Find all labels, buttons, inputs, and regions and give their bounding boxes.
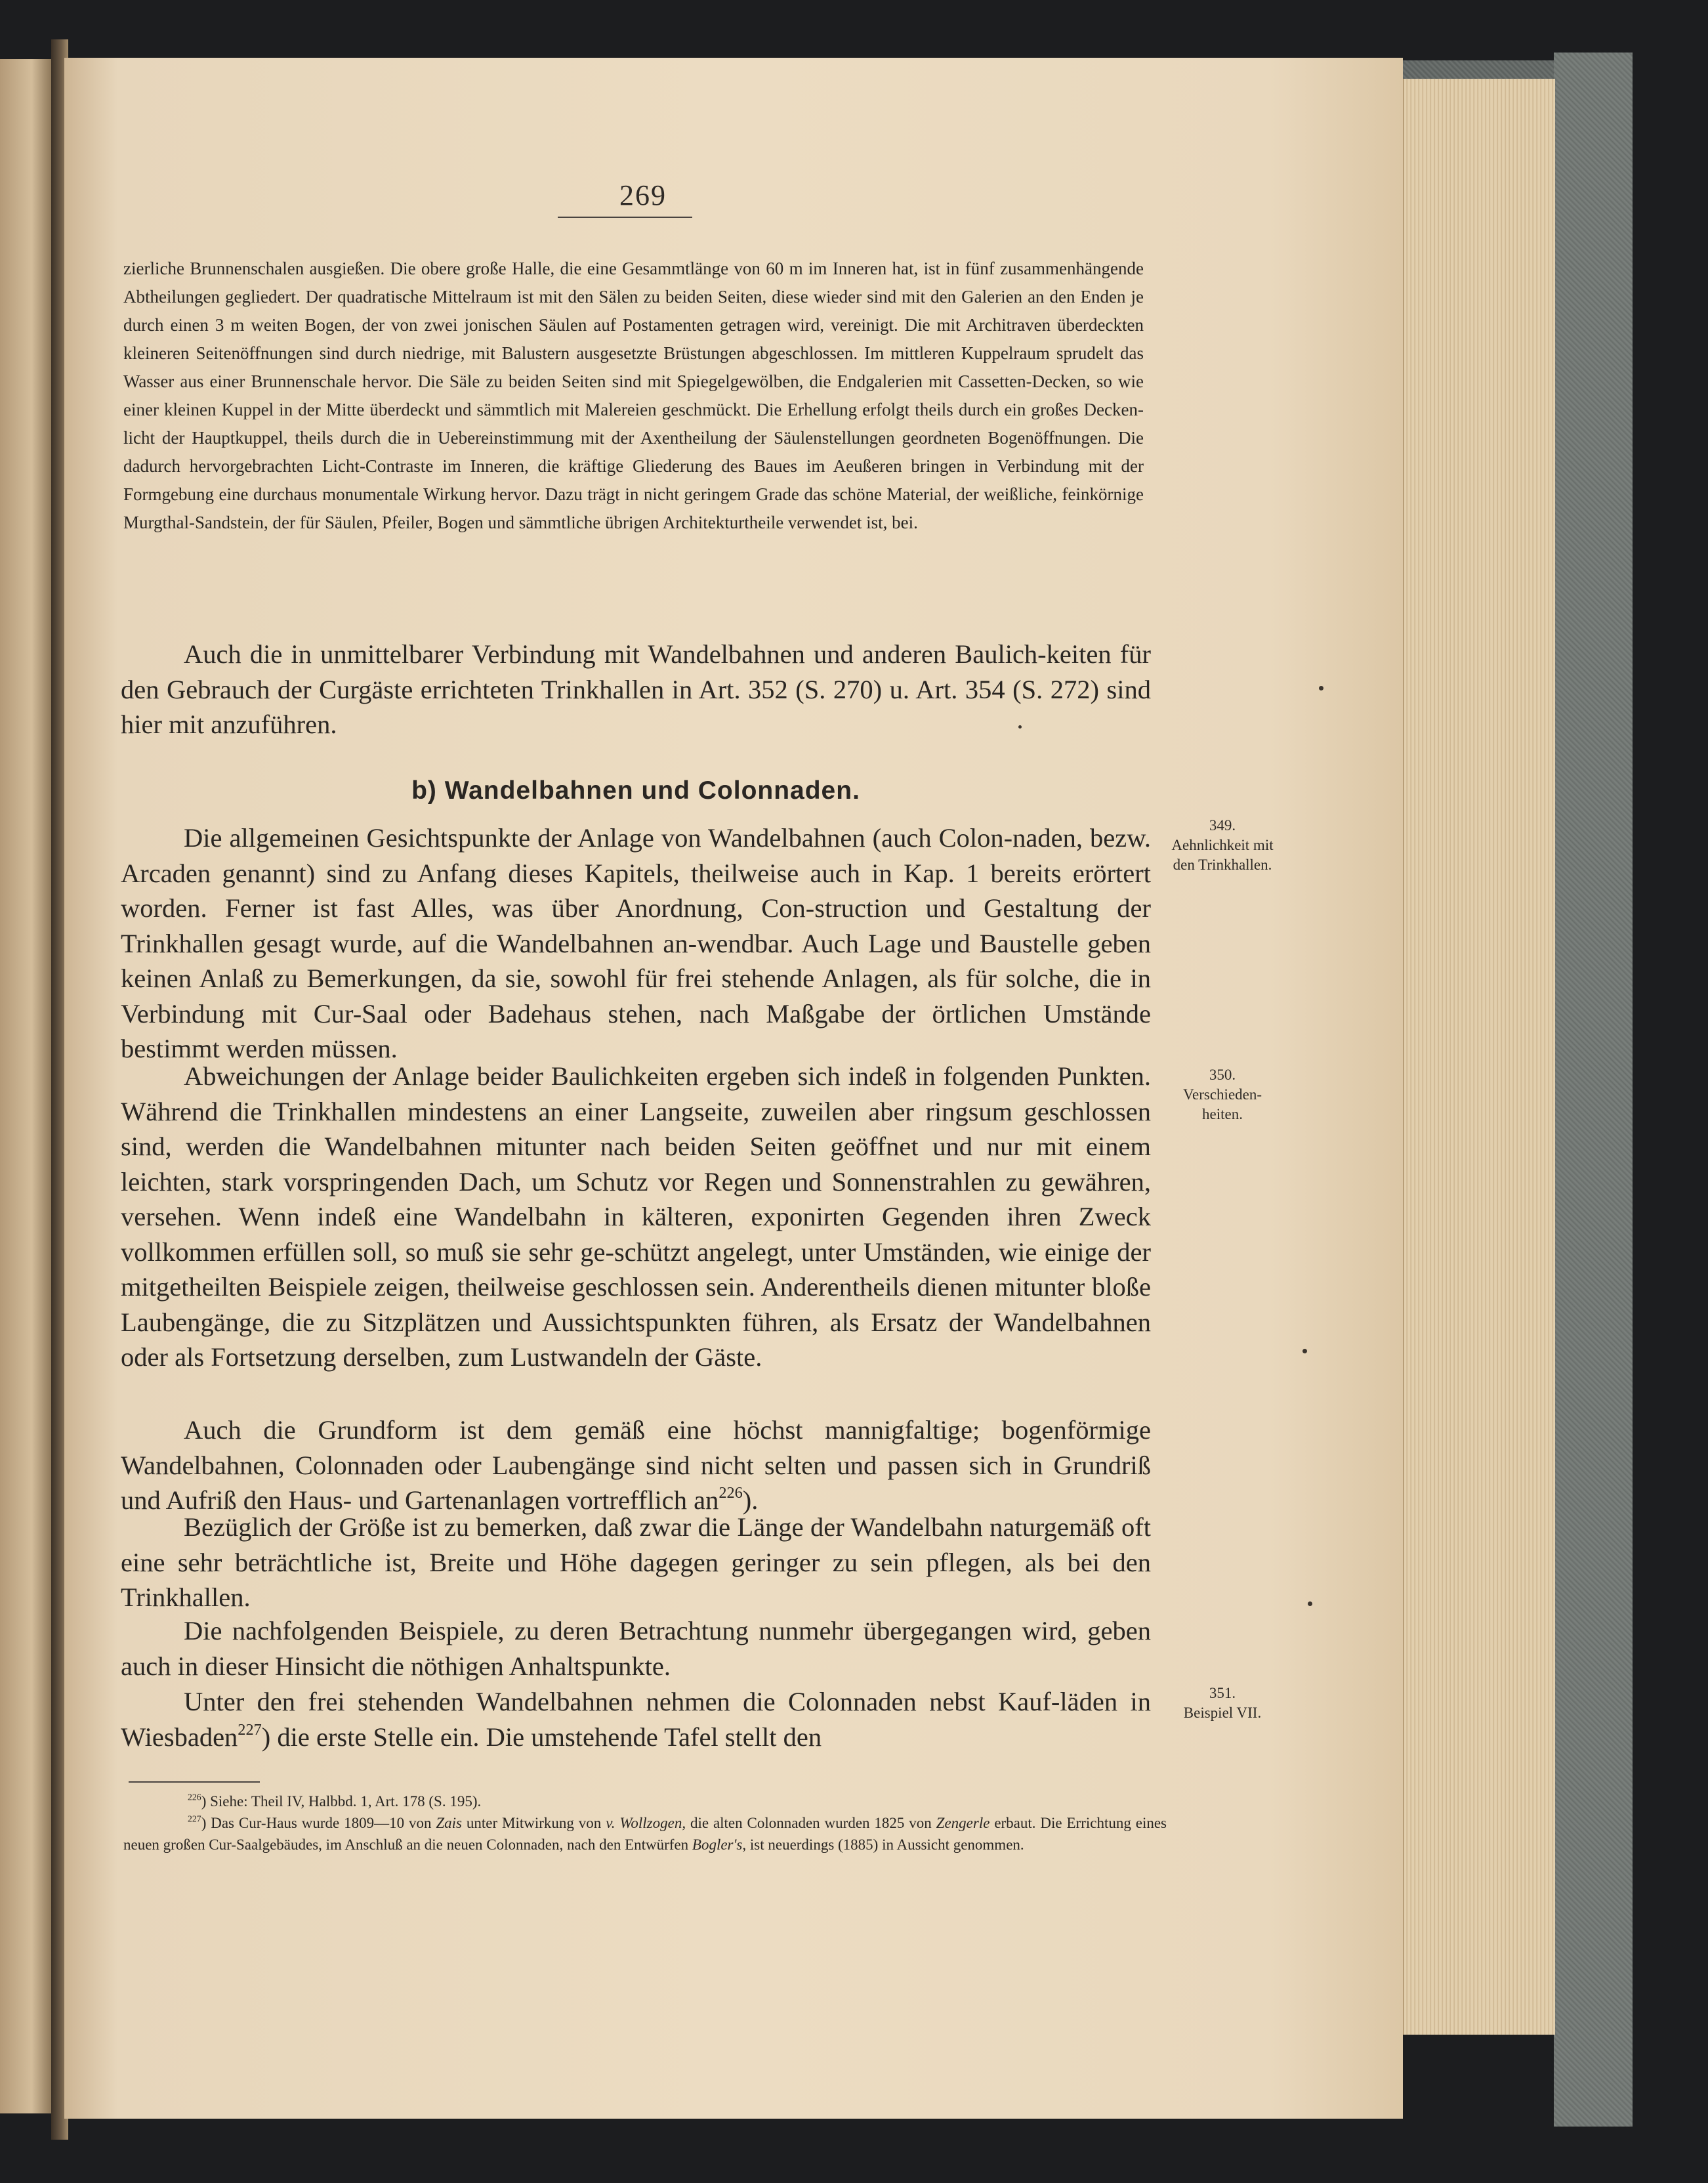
margin-note-text: Beispiel VII. [1183, 1705, 1262, 1721]
margin-note-number: 350. [1209, 1067, 1236, 1083]
footnote-text-d: erbaut. Die Errichtung eines neuen großen Cur-Saalgebäudes, im Anschluß an die neuen Colonnaden, nach den Entwürfen [123, 1815, 1167, 1853]
margin-note-text: Aehnlichkeit mit den Trinkhallen. [1171, 837, 1274, 873]
footnote-number: 227 [188, 1813, 201, 1824]
author-zengerle: Zengerle [936, 1815, 990, 1831]
paragraph-6-text: Unter den frei stehenden Wandelbahnen nehmen die Colonnaden nebst Kauf-läden in Wiesbaden [121, 1687, 1151, 1752]
paragraph-3-end: ). [742, 1485, 759, 1515]
paragraph-5: Die nachfolgenden Beispiele, zu deren Betrachtung nunmehr übergegangen wird, geben auch in dieser Hinsicht die nöthigen Anhaltspunkte. [121, 1616, 1151, 1681]
author-wollzogen: v. Wollzogen, [606, 1815, 686, 1831]
paragraph-6-end: ) die erste Stelle ein. Die umstehende Tafel stellt den [261, 1722, 822, 1752]
paper-speck [1018, 725, 1022, 729]
page-stack-edge [1403, 79, 1555, 2035]
background-top [0, 0, 1708, 63]
author-bogler: Bogler's [692, 1836, 743, 1853]
footnote-rule [129, 1781, 260, 1783]
paragraph-3 [121, 1412, 1151, 1518]
margin-note-351 [1167, 1684, 1278, 1723]
book-cover-right [1554, 53, 1633, 2127]
paragraph-3-text: Auch die Grundform ist dem gemäß eine höchst mannigfaltige; bogenförmige Wandelbahnen, Colonnaden oder Laubengänge sind nicht selten und passen sich in Grundriß und Aufriß den Haus- und Gartenanlagen vortrefflich an [121, 1415, 1151, 1515]
page-number: 269 [619, 179, 667, 211]
footnote-text-a: ) Das Cur-Haus wurde 1809—10 von [201, 1815, 436, 1831]
footnote-text-c: die alten Colonnaden wurden 1825 von [686, 1815, 936, 1831]
footnotes [123, 1791, 1167, 1855]
margin-note-number: 349. [1209, 817, 1236, 834]
margin-note-350 [1167, 1065, 1278, 1124]
section-heading: b) Wandelbahnen und Colonnaden. [411, 776, 860, 805]
author-zais: Zais [436, 1815, 463, 1831]
footnote-ref-227: 227 [238, 1720, 262, 1739]
footnote-text: ) Siehe: Theil IV, Halbbd. 1, Art. 178 (S. 195). [201, 1793, 482, 1810]
footnote-text-e: , ist neuerdings (1885) in Aussicht genommen. [742, 1836, 1024, 1853]
previous-page-edge [0, 59, 52, 2113]
margin-note-text: Verschieden-heiten. [1182, 1086, 1262, 1122]
paper-speck [1308, 1601, 1312, 1606]
footnote-226 [123, 1791, 1167, 1812]
margin-note-349 [1167, 816, 1278, 875]
footnote-ref-226: 226 [719, 1484, 743, 1502]
small-print-paragraph: zierliche Brunnenschalen ausgießen. Die obere große Halle, die eine Gesammtlänge von 60 m im Inneren hat, ist in fünf zusammenhängende Abtheilungen gegliedert. Der quadratische Mittelraum ist mit den Sälen zu beiden Seiten, diese wieder sind mit den Galerien an den Enden je durch einen 3 m weiten Bogen, der von zwei jonischen Säulen auf Postamenten getragen wird, vereinigt. Die mit Architraven überdeckten kleineren Seitenöffnungen sind durch niedrige, mit Balustern ausgesetzte Brüstungen abgeschlossen. Im mittleren Kuppelraum sprudelt das Wasser aus einer Brunnenschale hervor. Die Säle zu beiden Seiten sind mit Spiegelgewölben, die Endgalerien mit Cassetten-Decken, so wie einer kleinen Kuppel in der Mitte überdeckt und sämmtlich mit Malereien geschmückt. Die Erhellung erfolgt theils durch ein großes Decken-licht der Hauptkuppel, theils durch die in Uebereinstimmung mit der Axentheilung der Säulenstellungen geordneten Bogenöffnungen. Die dadurch hervorgebrachten Licht-Contraste im Inneren, die kräftige Gliederung des Baues im Aeußeren bringen in Verbindung mit der Formgebung eine durchaus monumentale Wirkung hervor. Dazu trägt in nicht geringem Grade das schöne Material, der weißliche, feinkörnige Murgthal-Sandstein, der für Säulen, Pfeiler, Bogen und sämmtliche übrigen Architekturtheile verwendet ist, bei. [123, 259, 1144, 532]
footnote-number: 226 [188, 1792, 201, 1802]
paper-speck [1319, 686, 1323, 690]
paragraph-2: Abweichungen der Anlage beider Baulichkeiten ergeben sich indeß in folgenden Punkten. Während die Trinkhallen mindestens an einer Langseite, zuweilen aber ringsum geschlossen sind, werden die Wandelbahnen mitunter nach beiden Seiten geöffnet und nur mit einem leichten, stark vorspringenden Dach, um Schutz vor Regen und Sonnenstrahlen zu gewähren, versehen. Wenn indeß eine Wandelbahn in kälteren, exponirten Gegenden ihren Zweck vollkommen erfüllen soll, so muß sie sehr ge-schützt angelegt, unter Umständen, wie einige der mitgetheilten Beispiele zeigen, theilweise geschlossen sein. Anderentheils dienen mitunter bloße Laubengänge, die zu Sitzplätzen und Aussichtspunkten führen, als Ersatz der Wandelbahnen oder als Fortsetzung derselben, zum Lustwandeln der Gäste. [121, 1061, 1151, 1372]
intro-paragraph: Auch die in unmittelbarer Verbindung mit Wandelbahnen und anderen Baulich-keiten für den Gebrauch der Curgäste errichteten Trinkhallen in Art. 352 (S. 270) u. Art. 354 (S. 272) sind hier mit anzuführen. [121, 639, 1151, 739]
paragraph-4: Bezüglich der Größe ist zu bemerken, daß zwar die Länge der Wandelbahn naturgemäß oft eine sehr beträchtliche ist, Breite und Höhe dagegen geringer zu sein pflegen, als bei den Trinkhallen. [121, 1512, 1151, 1612]
paragraph-6 [121, 1684, 1151, 1754]
margin-note-number: 351. [1209, 1685, 1236, 1701]
footnote-text-b: unter Mitwirkung von [462, 1815, 606, 1831]
footnote-227 [123, 1812, 1167, 1855]
paper-speck [1302, 1349, 1307, 1353]
paragraph-1: Die allgemeinen Gesichtspunkte der Anlage von Wandelbahnen (auch Colon-naden, bezw. Arcaden genannt) sind zu Anfang dieses Kapitels, theilweise auch in Kap. 1 bereits erörtert worden. Ferner ist fast Alles, was über Anordnung, Con-struction und Gestaltung der Trinkhallen gesagt wurde, auf die Wandelbahnen an-wendbar. Auch Lage und Baustelle geben keinen Anlaß zu Bemerkungen, da sie, sowohl für frei stehende Anlagen, als für solche, die in Verbindung mit Cur-Saal oder Badehaus stehen, nach Maßgabe der örtlichen Umstände bestimmt werden müssen. [121, 823, 1151, 1063]
page-number-rule [558, 217, 692, 218]
